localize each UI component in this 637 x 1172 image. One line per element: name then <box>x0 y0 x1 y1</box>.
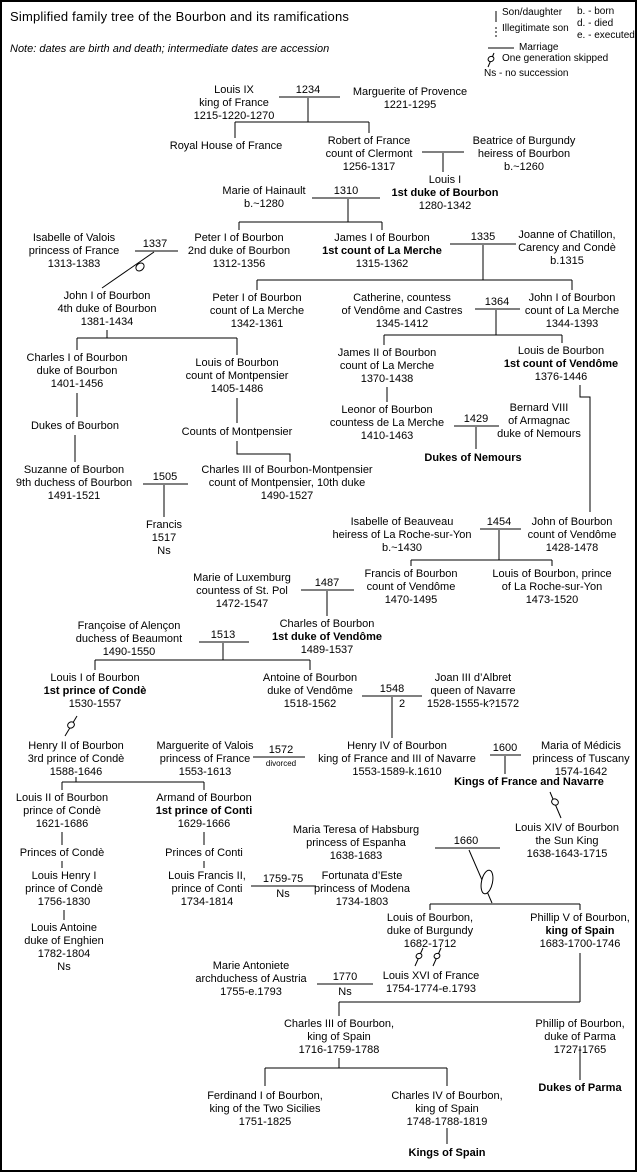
m-1770-year-label: 1770 <box>332 971 358 983</box>
maria-of-medicis: Maria of Médicis princess of Tuscany 1574-1642 <box>532 740 630 778</box>
louis-prince-la-roche-sur-yon: Louis of Bourbon, prince of La Roche-sur-Yon 1473-1520 <box>492 568 612 606</box>
armand-1st-prince-of-conti: Armand of Bourbon 1st prince of Conti 1629-1666 <box>155 792 253 830</box>
louis-xvi: Louis XVI of France 1754-1774-e.1793 <box>382 970 480 995</box>
marie-antoniete: Marie Antoniete archduchess of Austria 1755-e.1793 <box>195 960 307 998</box>
louis-francis-ii: Louis Francis II, prince of Conti 1734-1814 <box>168 870 246 908</box>
m-1572-sub-label: divorced <box>265 759 297 768</box>
bernard-viii-of-armagnac: Bernard VIII of Armagnac duke of Nemours <box>497 402 581 440</box>
m-1310-year-label: 1310 <box>333 185 359 197</box>
louis-i-1st-duke-of-bourbon: Louis I 1st duke of Bourbon 1280-1342 <box>391 174 499 212</box>
skip-burgundy-louis-xvi-a <box>415 952 423 959</box>
skip-legend-glyph <box>487 55 495 62</box>
m-1770-sub-label: Ns <box>338 986 352 998</box>
m-1234-year-label: 1234 <box>295 84 321 96</box>
legend-executed: e. - executed <box>577 30 635 41</box>
suzanne-of-bourbon: Suzanne of Bourbon 9th duchess of Bourbon 1491-1521 <box>15 464 133 502</box>
henry-iv: Henry IV of Bourbon king of France and III of Navarre 1553-1589-k.1610 <box>318 740 476 778</box>
henry-ii-3rd-prince-of-conde: Henry II of Bourbon 3rd prince of Condè 1588-1646 <box>27 740 125 778</box>
isabelle-of-beauveau: Isabelle of Beauveau heiress of La Roche-sur-Yon b.~1430 <box>332 516 472 554</box>
princes-of-conti: Princes of Conti <box>165 847 243 859</box>
legend-no-succession: Ns - no succession <box>484 68 569 79</box>
catherine-of-vendome: Catherine, countess of Vendôme and Castres 1345-1412 <box>341 292 463 330</box>
skip-kfn-louis-xiv <box>550 798 559 807</box>
m-1759-75-sub-label: Ns <box>276 888 290 900</box>
dukes-of-bourbon: Dukes of Bourbon <box>30 420 120 432</box>
m-1335-year-label: 1335 <box>470 231 496 243</box>
francis-of-bourbon-count-vendome: Francis of Bourbon count of Vendôme 1470-1495 <box>364 568 458 606</box>
m-1600-year-label: 1600 <box>492 742 518 754</box>
page-title: Simplified family tree of the Bourbon and its ramifications <box>10 9 350 24</box>
skip-conde-henry-ii <box>66 721 75 730</box>
marie-of-hainault: Marie of Hainault b.~1280 <box>222 185 306 210</box>
charles-iii-king-of-spain: Charles III of Bourbon, king of Spain 1716-1759-1788 <box>283 1018 395 1056</box>
louis-i-1st-prince-of-conde: Louis I of Bourbon 1st prince of Condè 1530-1557 <box>43 672 147 710</box>
legend-marriage: Marriage <box>519 42 559 53</box>
louis-count-of-montpensier: Louis of Bourbon count of Montpensier 1405-1486 <box>185 357 289 395</box>
royal-house-of-france: Royal House of France <box>169 140 283 152</box>
legend-skip: One generation skipped <box>502 53 609 64</box>
marguerite-of-provence: Marguerite of Provence 1221-1295 <box>352 86 468 111</box>
m-1337-year-label: 1337 <box>142 238 168 250</box>
james-ii-count-la-merche: James II of Bourbon count of La Merche 1370-1438 <box>337 347 437 385</box>
louis-xiv: Louis XIV of Bourbon the Sun King 1638-1643-1715 <box>515 822 619 860</box>
louis-ix: Louis IX king of France 1215-1220-1270 <box>193 84 275 122</box>
m-1429-year-label: 1429 <box>463 413 489 425</box>
louis-antoine-duke-of-enghien: Louis Antoine duke of Enghien 1782-1804 Ns <box>24 922 104 973</box>
charles-i-duke-of-bourbon: Charles I of Bourbon duke of Bourbon 1401-1456 <box>26 352 128 390</box>
marguerite-of-valois: Marguerite of Valois princess of France 1553-1613 <box>156 740 254 778</box>
john-i-count-la-merche: John I of Bourbon count of La Merche 1344-1393 <box>524 292 620 330</box>
maria-teresa-of-habsburg: Maria Teresa of Habsburg princess of Espanha 1638-1683 <box>292 824 420 862</box>
legend-born: b. - born <box>577 6 615 17</box>
legend-illegitimate: Illegitimate son <box>502 23 569 34</box>
dukes-of-parma: Dukes of Parma <box>538 1082 622 1094</box>
louis-duke-of-burgundy: Louis of Bourbon, duke of Burgundy 1682-1712 <box>386 912 474 950</box>
m-1660-year-label: 1660 <box>453 835 479 847</box>
m-1454-year-label: 1454 <box>486 516 512 528</box>
beatrice-of-burgundy: Beatrice of Burgundy heiress of Bourbon b.~1260 <box>472 135 576 173</box>
skip-burgundy-louis-xvi-b <box>433 952 441 959</box>
john-i-4th-duke: John I of Bourbon 4th duke of Bourbon 1381-1434 <box>57 290 157 328</box>
francoise-of-alencon: Françoise of Alençon duchess of Beaumont 1490-1550 <box>75 620 183 658</box>
kings-of-spain: Kings of Spain <box>408 1147 486 1159</box>
phillip-v-king-of-spain: Phillip V of Bourbon, king of Spain 1683-1700-1746 <box>530 912 630 950</box>
m-1759-75-year-label: 1759-75 <box>262 873 304 885</box>
leonor-of-bourbon: Leonor of Bourbon countess de La Merche 1410-1463 <box>329 404 445 442</box>
counts-of-montpensier: Counts of Montpensier <box>181 426 293 438</box>
louis-ii-prince-of-conde: Louis II of Bourbon prince of Condè 1621-1686 <box>15 792 109 830</box>
m-1548-sub-label: 2 <box>398 698 406 710</box>
legend-son-daughter: Son/daughter <box>502 7 563 18</box>
legend-died: d. - died <box>577 18 614 29</box>
fortunata-deste: Fortunata d’Este princess of Modena 1734-1803 <box>314 870 410 908</box>
m-1505-year-label: 1505 <box>152 471 178 483</box>
princes-of-conde: Princes of Condè <box>19 847 105 859</box>
james-i-1st-count-la-merche: James I of Bourbon 1st count of La Merche 1315-1362 <box>322 232 442 270</box>
ferdinand-i: Ferdinand I of Bourbon, king of the Two Sicilies 1751-1825 <box>207 1090 323 1128</box>
antoine-of-bourbon: Antoine of Bourbon duke of Vendôme 1518-1562 <box>262 672 358 710</box>
peter-i-count-la-merche: Peter I of Bourbon count of La Merche 1342-1361 <box>209 292 305 330</box>
m-1572-year-label: 1572 <box>268 744 294 756</box>
skip-1337-john-i <box>134 261 145 272</box>
peter-i-2nd-duke: Peter I of Bourbon 2nd duke of Bourbon 1312-1356 <box>187 232 291 270</box>
m-1487-year-label: 1487 <box>314 577 340 589</box>
louis-henry-i: Louis Henry I prince of Condè 1756-1830 <box>25 870 103 908</box>
dukes-of-nemours: Dukes of Nemours <box>424 452 522 464</box>
john-of-bourbon-count-vendome: John of Bourbon count of Vendôme 1428-1478 <box>527 516 617 554</box>
kings-of-france-and-navarre: Kings of France and Navarre <box>454 776 604 788</box>
charles-1st-duke-of-vendome: Charles of Bourbon 1st duke of Vendôme 1489-1537 <box>271 618 383 656</box>
isabelle-of-valois: Isabelle of Valois princess of France 1313-1383 <box>28 232 120 270</box>
francis-1517: Francis 1517 Ns <box>145 519 183 557</box>
joan-iii-dalbret: Joan III d’Albret queen of Navarre 1528-1555-k?1572 <box>426 672 520 710</box>
skip-1660-grandsons <box>479 869 495 895</box>
m-1364-year-label: 1364 <box>484 296 510 308</box>
phillip-duke-of-parma: Phillip of Bourbon, duke of Parma 1727-1765 <box>535 1018 625 1056</box>
m-1548-year-label: 1548 <box>379 683 405 695</box>
robert-of-france: Robert of France count of Clermont 1256-1317 <box>325 135 413 173</box>
louis-de-bourbon-1st-count-vendome: Louis de Bourbon 1st count of Vendôme 1376-1446 <box>503 345 619 383</box>
note-text: Note: dates are birth and death; intermediate dates are accession <box>10 43 330 55</box>
m-1513-year-label: 1513 <box>210 629 236 641</box>
marie-of-luxemburg: Marie of Luxemburg countess of St. Pol 1472-1547 <box>193 572 291 610</box>
charles-iv-king-of-spain: Charles IV of Bourbon, king of Spain 1748-1788-1819 <box>391 1090 503 1128</box>
charles-iii-bourbon-montpensier: Charles III of Bourbon-Montpensier count of Montpensier, 10th duke 1490-1527 <box>201 464 373 502</box>
joanne-of-chatillon: Joanne of Chatillon, Carency and Condè b.1315 <box>518 229 616 267</box>
